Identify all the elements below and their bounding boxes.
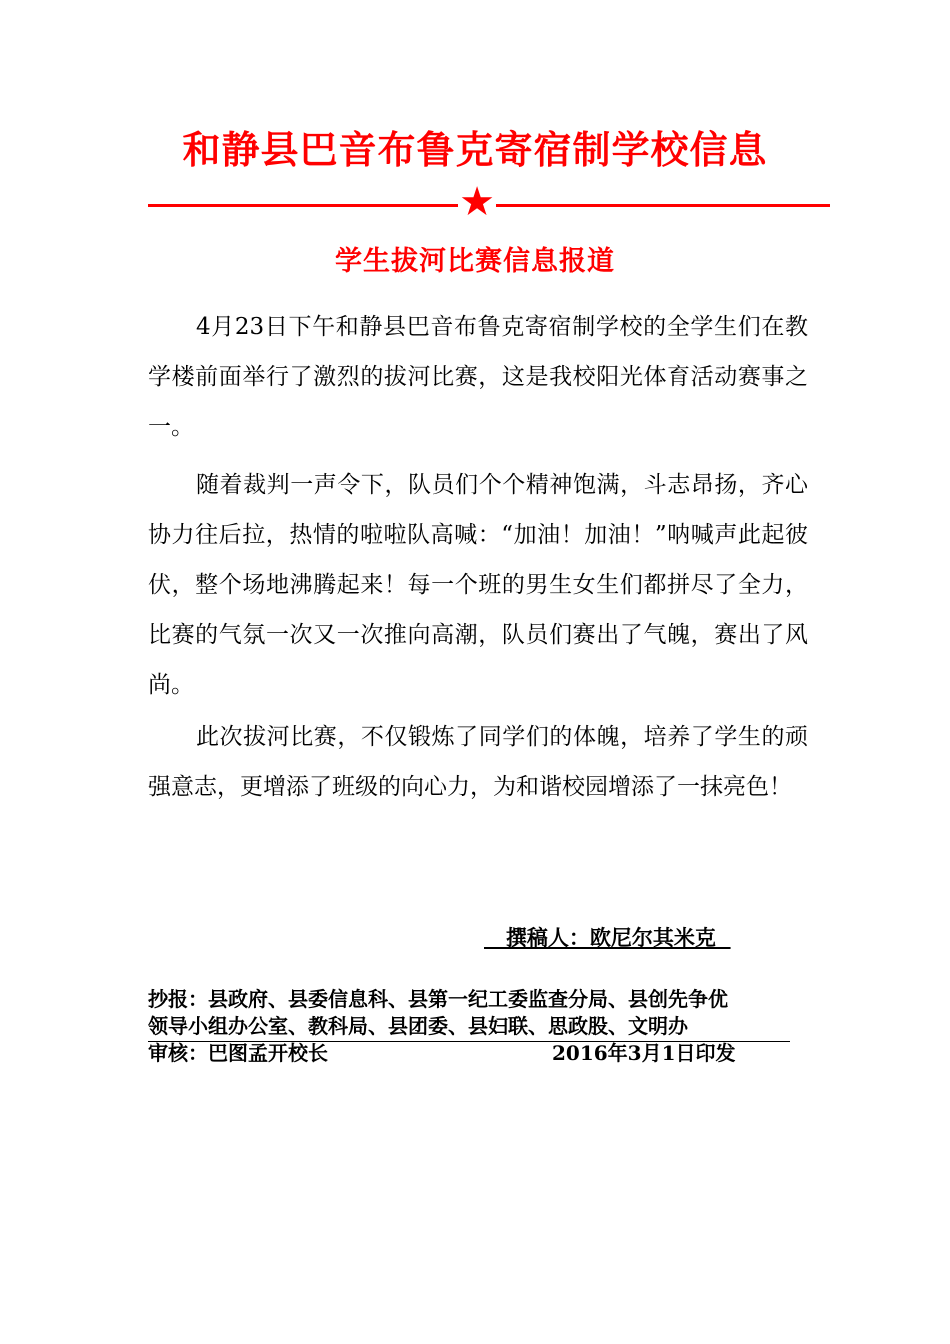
cc-list-line-2: 领导小组办公室、教科局、县团委、县妇联、思政股、文明办	[148, 1014, 688, 1038]
body-paragraph-2: 随着裁判一声令下，队员们个个精神饱满，斗志昂扬，齐心协力往后拉，热情的啦啦队高喊：“加油！加油！”呐喊声此起彼伏，整个场地沸腾起来！每一个班的男生女生们都拼尽了全力，比赛的气氛一次又一次推向高潮，队员们赛出了气魄，赛出了风尚。	[148, 472, 808, 698]
cc-list-line-1: 抄报：县政府、县委信息科、县第一纪工委监查分局、县创先争优	[148, 987, 728, 1011]
reviewer: 审核：巴图孟开校长	[148, 1041, 328, 1065]
print-date: 2016年3月1日印发	[552, 1041, 736, 1065]
article-title: 学生拔河比赛信息报道	[335, 246, 615, 277]
document-header-title: 和静县巴音布鲁克寄宿制学校信息	[182, 128, 768, 172]
body-paragraph-1: 4月23日下午和静县巴音布鲁克寄宿制学校的全学生们在教学楼前面举行了激烈的拔河比赛，这是我校阳光体育活动赛事之一。	[148, 314, 808, 440]
divider-rule-right	[496, 204, 830, 207]
divider-rule-left	[148, 204, 458, 207]
author-line: 撰稿人：欧尼尔其米克	[484, 925, 731, 950]
star-icon: ★	[459, 179, 495, 225]
body-paragraph-3: 此次拔河比赛，不仅锻炼了同学们的体魄，培养了学生的顽强意志，更增添了班级的向心力，为和谐校园增添了一抹亮色！	[148, 724, 808, 800]
red-divider	[148, 178, 830, 226]
